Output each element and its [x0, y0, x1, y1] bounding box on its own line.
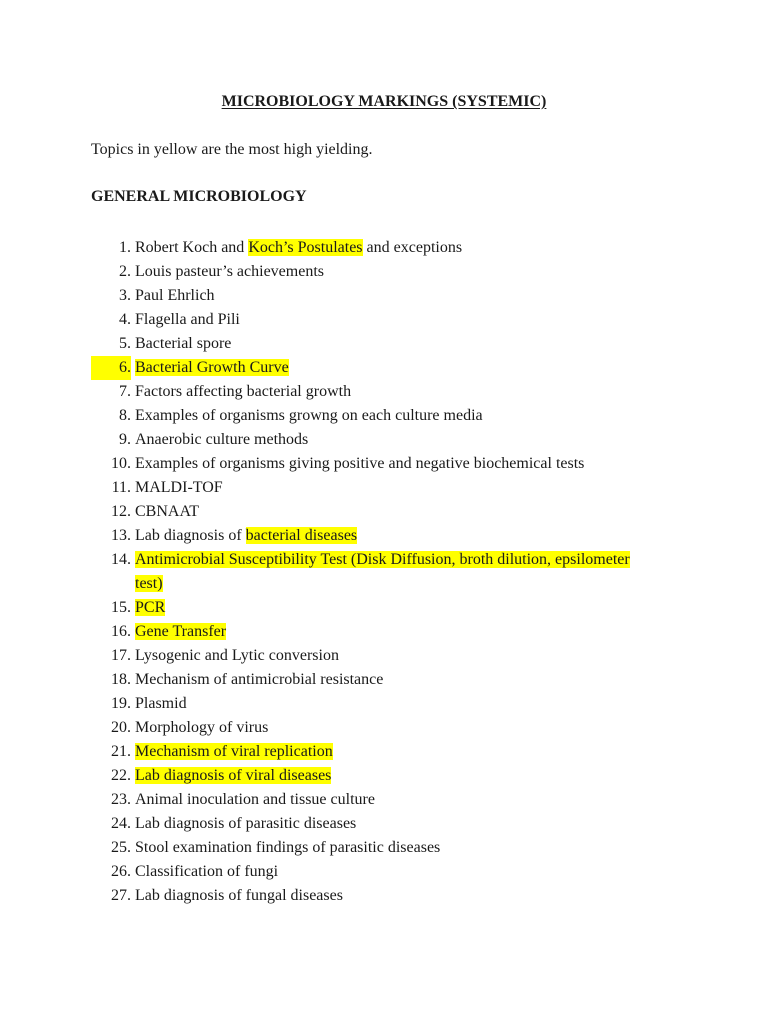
list-item-number: 23. [111, 791, 131, 808]
list-item [91, 836, 651, 860]
plain-text: Lab diagnosis of [135, 527, 246, 544]
list-item [91, 620, 651, 644]
list-item-number: 12. [111, 503, 131, 520]
list-item [91, 356, 651, 380]
list-item [91, 524, 651, 548]
list-item-number: 27. [111, 887, 131, 904]
list-item-number: 11. [111, 479, 131, 496]
list-item [91, 380, 651, 404]
list-item-text [135, 527, 357, 544]
list-item [91, 596, 651, 620]
list-item-text [135, 239, 462, 256]
plain-text: Flagella and Pili [135, 311, 240, 328]
list-item-number: 5. [119, 335, 131, 352]
list-item-number: 3. [119, 287, 131, 304]
list-item [91, 884, 651, 908]
list-item-number: 20. [111, 719, 131, 736]
list-item [91, 452, 651, 476]
document-title [0, 93, 768, 111]
list-item [91, 332, 651, 356]
list-item-text [135, 767, 331, 784]
list-item-text [135, 623, 226, 640]
list-item-number: 26. [111, 863, 131, 880]
intro-text: Topics in yellow are the most high yielding. [91, 141, 373, 158]
section-heading: GENERAL MICROBIOLOGY [91, 188, 307, 205]
list-item-number: 14. [111, 551, 131, 568]
plain-text: Animal inoculation and tissue culture [135, 791, 375, 808]
list-item-number: 6. [91, 356, 131, 380]
list-item-text [135, 815, 356, 832]
list-item-text [135, 671, 383, 688]
plain-text: Mechanism of antimicrobial resistance [135, 671, 384, 688]
highlighted-text: bacterial diseases [245, 527, 358, 544]
plain-text: Anaerobic culture methods [135, 431, 309, 448]
highlighted-text: PCR [135, 599, 166, 616]
plain-text: MALDI-TOF [135, 479, 223, 496]
list-item [91, 788, 651, 812]
list-item-number: 4. [119, 311, 131, 328]
list-item-text [135, 503, 199, 520]
list-item-text [135, 548, 651, 596]
list-item-number: 13. [111, 527, 131, 544]
list-item-number: 2. [119, 263, 131, 280]
list-item [91, 308, 651, 332]
plain-text: Plasmid [135, 695, 187, 712]
plain-text: Louis pasteur’s achievements [135, 263, 324, 280]
list-item-text [135, 791, 375, 808]
list-item-text [135, 479, 223, 496]
document-title-text: MICROBIOLOGY MARKINGS (SYSTEMIC) [221, 93, 547, 110]
highlighted-text: Antimicrobial Susceptibility Test (Disk Diffusion, broth dilution, epsilometer test) [135, 551, 630, 592]
list-item-text [135, 863, 278, 880]
list-item-number: 10. [111, 455, 131, 472]
plain-text: Factors affecting bacterial growth [135, 383, 352, 400]
list-item [91, 668, 651, 692]
highlighted-text: Bacterial Growth Curve [135, 359, 289, 376]
plain-text: and exceptions [362, 239, 463, 256]
list-item-text [135, 647, 339, 664]
list-item-number: 24. [111, 815, 131, 832]
list-item-text [135, 719, 268, 736]
plain-text: Morphology of virus [135, 719, 269, 736]
list-item-text [135, 311, 240, 328]
plain-text: Examples of organisms growng on each culture media [135, 407, 483, 424]
list-item-text [135, 455, 584, 472]
highlighted-text: Koch’s Postulates [248, 239, 363, 256]
list-item-number: 19. [111, 695, 131, 712]
list-item [91, 740, 651, 764]
list-item-number: 21. [111, 743, 131, 760]
list-item [91, 236, 651, 260]
plain-text: Bacterial spore [135, 335, 232, 352]
list-item [91, 716, 651, 740]
list-item-text [135, 383, 351, 400]
list-item [91, 500, 651, 524]
plain-text: Paul Ehrlich [135, 287, 215, 304]
list-item [91, 260, 651, 284]
list-item [91, 428, 651, 452]
plain-text: Examples of organisms giving positive and negative biochemical tests [135, 455, 585, 472]
plain-text: Classification of fungi [135, 863, 279, 880]
highlighted-text: Mechanism of viral replication [135, 743, 333, 760]
list-item-text [135, 695, 187, 712]
list-item [91, 764, 651, 788]
list-item-number: 16. [111, 623, 131, 640]
list-item [91, 404, 651, 428]
plain-text: CBNAAT [135, 503, 200, 520]
list-item [91, 476, 651, 500]
list-item-number: 17. [111, 647, 131, 664]
list-item [91, 812, 651, 836]
list-item-text [135, 407, 483, 424]
list-item-number: 9. [119, 431, 131, 448]
list-item-text [135, 599, 165, 616]
list-item-number: 8. [119, 407, 131, 424]
plain-text: Lysogenic and Lytic conversion [135, 647, 339, 664]
list-item-text [135, 335, 231, 352]
list-item-number: 25. [111, 839, 131, 856]
list-item-number: 15. [111, 599, 131, 616]
plain-text: Lab diagnosis of parasitic diseases [135, 815, 357, 832]
highlighted-text: Lab diagnosis of viral diseases [135, 767, 332, 784]
list-item [91, 548, 651, 596]
topic-list [91, 236, 651, 908]
list-item [91, 860, 651, 884]
list-item-text [135, 743, 333, 760]
list-item [91, 692, 651, 716]
list-item-text [135, 431, 308, 448]
list-item-number: 18. [111, 671, 131, 688]
list-item-number: 1. [119, 239, 131, 256]
list-item-number: 22. [111, 767, 131, 784]
list-item-text [135, 263, 324, 280]
plain-text: Robert Koch and [135, 239, 249, 256]
list-item-text [135, 887, 343, 904]
plain-text: Lab diagnosis of fungal diseases [135, 887, 343, 904]
list-item-text [135, 287, 215, 304]
list-item-number: 7. [119, 383, 131, 400]
list-item-text [135, 839, 440, 856]
list-item-text [135, 359, 289, 376]
list-item [91, 644, 651, 668]
plain-text: Stool examination findings of parasitic diseases [135, 839, 441, 856]
highlighted-text: Gene Transfer [135, 623, 227, 640]
list-item [91, 284, 651, 308]
